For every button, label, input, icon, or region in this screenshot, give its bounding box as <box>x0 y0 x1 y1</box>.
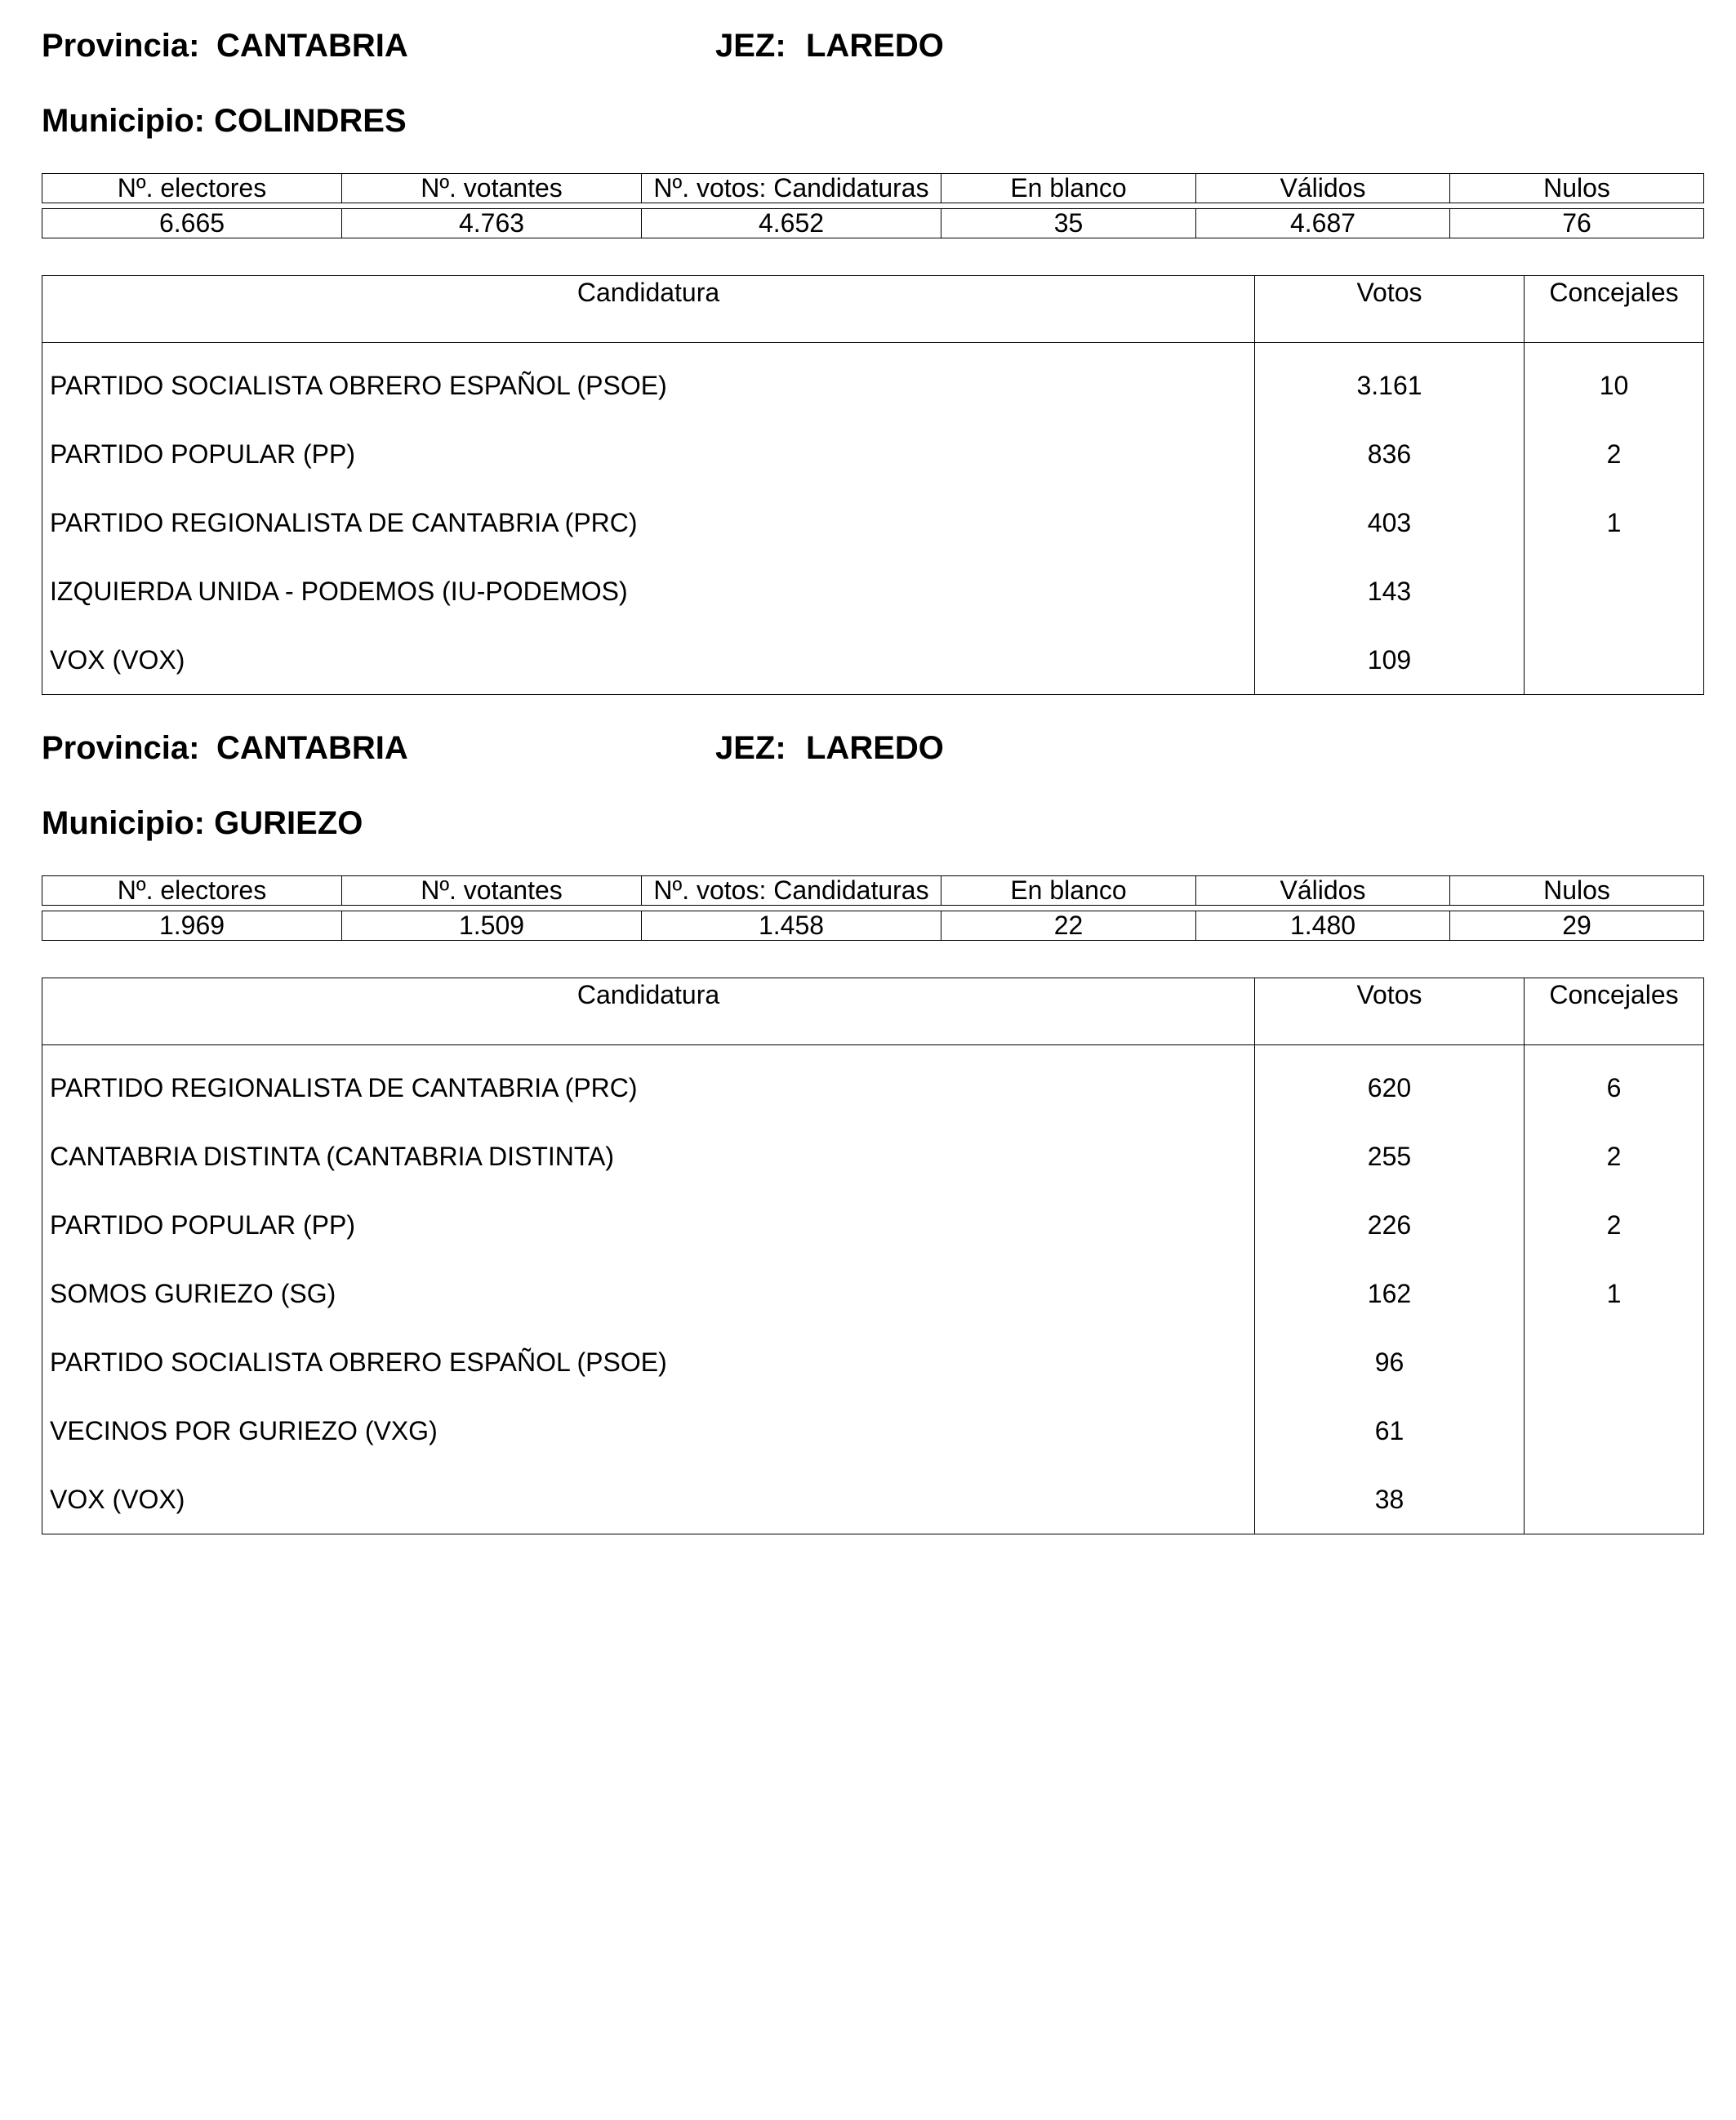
candidatura-name: IZQUIERDA UNIDA - PODEMOS (IU-PODEMOS) <box>50 577 628 606</box>
provincia-value: CANTABRIA <box>216 28 408 64</box>
municipio-label: Municipio: <box>42 805 205 841</box>
candidatura-concejales: 2 <box>1525 1122 1704 1191</box>
results-table <box>42 978 1704 1534</box>
summary-votantes: 1.509 <box>342 911 642 941</box>
candidatura-concejales: 1 <box>1525 1259 1704 1328</box>
table-row <box>42 1328 1704 1396</box>
summary-validos: 4.687 <box>1196 209 1450 238</box>
jez-label: JEZ: <box>715 730 786 766</box>
municipality-section-colindres <box>42 26 1703 695</box>
summary-votantes: 4.763 <box>342 209 642 238</box>
candidatura-name: PARTIDO POPULAR (PP) <box>50 1210 355 1240</box>
summary-header-votos-candidaturas: Nº. votos: Candidaturas <box>642 174 941 203</box>
summary-header-validos: Válidos <box>1196 876 1450 906</box>
candidatura-concejales <box>1525 1465 1704 1534</box>
section-header <box>42 728 1703 804</box>
candidatura-concejales <box>1525 626 1704 695</box>
summary-header-nulos: Nulos <box>1450 876 1704 906</box>
table-row <box>42 420 1704 488</box>
table-row <box>42 1465 1704 1534</box>
municipality-section-guriezo <box>42 728 1703 1534</box>
table-row <box>42 1259 1704 1328</box>
candidatura-concejales: 2 <box>1525 420 1704 488</box>
candidatura-votos: 226 <box>1255 1191 1525 1259</box>
candidatura-votos: 109 <box>1255 626 1525 695</box>
candidatura-concejales <box>1525 1396 1704 1465</box>
summary-table <box>42 875 1704 941</box>
candidatura-name: PARTIDO SOCIALISTA OBRERO ESPAÑOL (PSOE) <box>50 1347 667 1377</box>
summary-table <box>42 173 1704 238</box>
provincia-label: Provincia: <box>42 28 200 64</box>
candidatura-concejales: 1 <box>1525 488 1704 557</box>
summary-header-electores: Nº. electores <box>42 876 342 906</box>
summary-header-en-blanco: En blanco <box>941 174 1196 203</box>
summary-nulos: 76 <box>1450 209 1704 238</box>
candidatura-votos: 836 <box>1255 420 1525 488</box>
results-header-votos: Votos <box>1255 978 1525 1045</box>
summary-en-blanco: 35 <box>941 209 1196 238</box>
candidatura-name: VOX (VOX) <box>50 645 185 675</box>
candidatura-concejales <box>1525 557 1704 626</box>
municipio-value: COLINDRES <box>214 103 407 139</box>
candidatura-votos: 3.161 <box>1255 343 1525 421</box>
candidatura-concejales: 6 <box>1525 1045 1704 1123</box>
summary-header-votantes: Nº. votantes <box>342 174 642 203</box>
summary-header-row <box>42 174 1704 203</box>
candidatura-votos: 61 <box>1255 1396 1525 1465</box>
candidatura-concejales: 2 <box>1525 1191 1704 1259</box>
candidatura-name: CANTABRIA DISTINTA (CANTABRIA DISTINTA) <box>50 1142 615 1171</box>
table-row <box>42 1191 1704 1259</box>
results-header-row <box>42 978 1704 1045</box>
candidatura-name: VOX (VOX) <box>50 1485 185 1514</box>
results-header-candidatura: Candidatura <box>42 276 1255 343</box>
summary-values-row <box>42 911 1704 941</box>
results-header-votos: Votos <box>1255 276 1525 343</box>
candidatura-concejales <box>1525 1328 1704 1396</box>
table-row <box>42 1396 1704 1465</box>
municipio-heading <box>42 101 1703 150</box>
summary-header-validos: Válidos <box>1196 174 1450 203</box>
summary-header-votantes: Nº. votantes <box>342 876 642 906</box>
municipio-heading <box>42 804 1703 853</box>
results-header-concejales: Concejales <box>1525 978 1704 1045</box>
summary-electores: 6.665 <box>42 209 342 238</box>
candidatura-name: PARTIDO SOCIALISTA OBRERO ESPAÑOL (PSOE) <box>50 371 667 400</box>
candidatura-votos: 255 <box>1255 1122 1525 1191</box>
summary-header-row <box>42 876 1704 906</box>
table-row <box>42 488 1704 557</box>
provincia-value: CANTABRIA <box>216 730 408 766</box>
jez-value: LAREDO <box>806 730 944 766</box>
candidatura-name: PARTIDO REGIONALISTA DE CANTABRIA (PRC) <box>50 508 638 537</box>
provincia-label: Provincia: <box>42 730 200 766</box>
summary-header-nulos: Nulos <box>1450 174 1704 203</box>
candidatura-votos: 403 <box>1255 488 1525 557</box>
candidatura-votos: 143 <box>1255 557 1525 626</box>
summary-header-en-blanco: En blanco <box>941 876 1196 906</box>
table-row <box>42 343 1704 421</box>
results-header-candidatura: Candidatura <box>42 978 1255 1045</box>
candidatura-votos: 620 <box>1255 1045 1525 1123</box>
summary-validos: 1.480 <box>1196 911 1450 941</box>
table-row <box>42 1122 1704 1191</box>
summary-header-electores: Nº. electores <box>42 174 342 203</box>
results-header-row <box>42 276 1704 343</box>
summary-en-blanco: 22 <box>941 911 1196 941</box>
municipio-label: Municipio: <box>42 103 205 139</box>
summary-header-votos-candidaturas: Nº. votos: Candidaturas <box>642 876 941 906</box>
summary-values-row <box>42 209 1704 238</box>
jez-label: JEZ: <box>715 28 786 64</box>
table-row <box>42 626 1704 695</box>
candidatura-votos: 162 <box>1255 1259 1525 1328</box>
candidatura-name: SOMOS GURIEZO (SG) <box>50 1279 336 1308</box>
summary-nulos: 29 <box>1450 911 1704 941</box>
summary-electores: 1.969 <box>42 911 342 941</box>
candidatura-name: PARTIDO REGIONALISTA DE CANTABRIA (PRC) <box>50 1073 638 1102</box>
candidatura-name: VECINOS POR GURIEZO (VXG) <box>50 1416 438 1445</box>
municipio-value: GURIEZO <box>214 805 363 841</box>
candidatura-concejales: 10 <box>1525 343 1704 421</box>
candidatura-name: PARTIDO POPULAR (PP) <box>50 439 355 469</box>
table-row <box>42 557 1704 626</box>
table-row <box>42 1045 1704 1123</box>
candidatura-votos: 96 <box>1255 1328 1525 1396</box>
candidatura-votos: 38 <box>1255 1465 1525 1534</box>
results-header-concejales: Concejales <box>1525 276 1704 343</box>
section-header <box>42 26 1703 101</box>
summary-votos-candidaturas: 4.652 <box>642 209 941 238</box>
results-table <box>42 275 1704 695</box>
summary-votos-candidaturas: 1.458 <box>642 911 941 941</box>
jez-value: LAREDO <box>806 28 944 64</box>
